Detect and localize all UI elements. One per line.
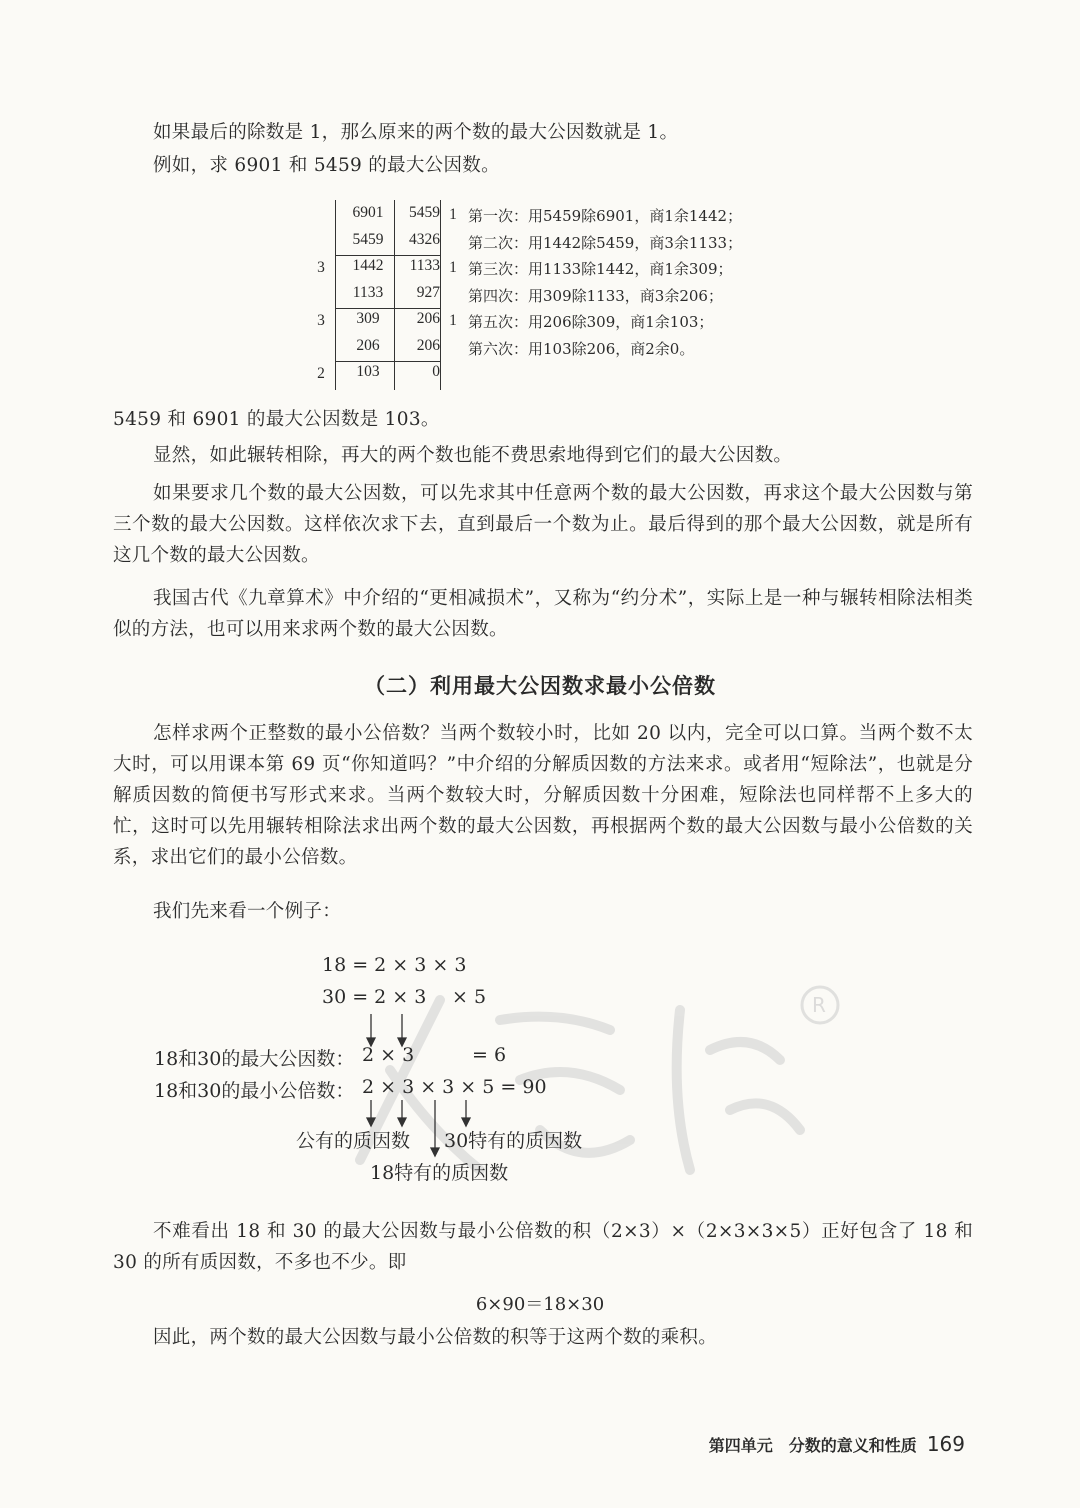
divisor-cell: 206 bbox=[416, 336, 440, 354]
gcd-expression: 2 × 3 bbox=[362, 1044, 415, 1066]
division-rule bbox=[335, 361, 440, 362]
quotient-right: 1 bbox=[449, 206, 457, 223]
paragraph-product-observation: 不难看出 18 和 30 的最大公因数与最小公倍数的积（2×3）×（2×3×3×5）正好包含了 18 和 30 的所有质因数，不多也不少。即 bbox=[113, 1221, 973, 1273]
division-rule bbox=[335, 255, 440, 256]
quotient-left: 2 bbox=[317, 365, 325, 382]
page-footer bbox=[709, 1432, 965, 1456]
table-vertical-rule bbox=[394, 200, 395, 390]
factor-line-30-extra: × 5 bbox=[452, 986, 487, 1008]
only-30-factors-label: 30特有的质因数 bbox=[444, 1130, 583, 1152]
paragraph-conclusion: 因此，两个数的最大公因数与最小公倍数的积等于这两个数的乘积。 bbox=[153, 1327, 718, 1348]
dividend-cell: 1442 bbox=[352, 257, 384, 274]
lcm-expression: 2 × 3 × 3 × 5 = 90 bbox=[362, 1076, 547, 1098]
divisor-cell: 927 bbox=[416, 283, 440, 301]
divisor-cell: 0 bbox=[432, 363, 440, 380]
dividend-cell: 6901 bbox=[352, 204, 384, 221]
divisor-cell: 4326 bbox=[409, 230, 440, 248]
paragraph-obviously: 显然，如此辗转相除，再大的两个数也能不费思索地得到它们的最大公因数。 bbox=[153, 445, 793, 466]
division-step: 第一次：用5459除6901，商1余1442； bbox=[468, 207, 743, 225]
division-step: 第五次：用206除309，商1余103； bbox=[468, 313, 714, 331]
division-step: 第三次：用1133除1442，商1余309； bbox=[468, 260, 733, 278]
division-step: 第四次：用309除1133，商3余206； bbox=[468, 286, 723, 305]
quotient-right: 1 bbox=[449, 259, 457, 276]
divisor-cell: 1133 bbox=[409, 257, 440, 274]
divisor-cell: 5459 bbox=[409, 204, 440, 221]
table-vertical-rule bbox=[440, 200, 441, 390]
dividend-cell: 309 bbox=[356, 310, 380, 327]
prime-factor-diagram bbox=[150, 950, 710, 1190]
paragraph-example-intro: 例如，求 6901 和 5459 的最大公因数。 bbox=[153, 155, 500, 176]
section-heading: （二）利用最大公因数求最小公倍数 bbox=[364, 674, 716, 698]
dividend-cell: 5459 bbox=[352, 230, 384, 248]
paragraph-example-lead: 我们先来看一个例子： bbox=[153, 901, 342, 922]
quotient-left: 3 bbox=[317, 259, 325, 276]
divisor-cell: 206 bbox=[416, 310, 440, 327]
page-number: 169 bbox=[926, 1432, 965, 1456]
table-vertical-rule bbox=[335, 200, 336, 390]
dividend-cell: 1133 bbox=[352, 283, 384, 301]
paragraph-gcd-one: 如果最后的除数是 1，那么原来的两个数的最大公因数就是 1。 bbox=[153, 122, 679, 143]
svg-text:R: R bbox=[812, 993, 826, 1017]
lcm-label: 18和30的最小公倍数： bbox=[154, 1080, 355, 1102]
dividend-cell: 103 bbox=[356, 363, 380, 380]
division-step: 第二次：用1442除5459，商3余1133； bbox=[468, 233, 743, 252]
quotient-right: 1 bbox=[449, 312, 457, 329]
division-step: 第六次：用103除206，商2余0。 bbox=[468, 339, 695, 358]
product-formula: 6×90＝18×30 bbox=[475, 1294, 605, 1315]
common-factors-label: 公有的质因数 bbox=[296, 1130, 411, 1152]
factor-line-18: 18 = 2 × 3 × 3 bbox=[322, 954, 467, 976]
quotient-left: 3 bbox=[317, 312, 325, 329]
paragraph-gcd-result: 5459 和 6901 的最大公因数是 103。 bbox=[113, 409, 440, 430]
paragraph-ancient-method: 我国古代《九章算术》中介绍的“更相减损术”，又称为“约分术”，实际上是一种与辗转相除法相类似的方法，也可以用来求两个数的最大公因数。 bbox=[113, 588, 973, 640]
gcd-label: 18和30的最大公因数： bbox=[154, 1048, 355, 1070]
paragraph-multiple-numbers: 如果要求几个数的最大公因数，可以先求其中任意两个数的最大公因数，再求这个最大公因数与第三个数的最大公因数。这样依次求下去，直到最后一个数为止。最后得到的那个最大公因数，就是所有这几个数的最大公因数。 bbox=[113, 483, 973, 566]
gcd-value: = 6 bbox=[472, 1044, 507, 1066]
factor-line-30: 30 = 2 × 3 bbox=[322, 986, 427, 1008]
paragraph-lcm-intro: 怎样求两个正整数的最小公倍数？当两个数较小时，比如 20 以内，完全可以口算。当两个数不太大时，可以用课本第 69 页“你知道吗？”中介绍的分解质因数的方法来求。或者用“短除法”，也就是分解质因数的简便书写形式来求。当两个数较大时，分解质因数十分困难，短除法也同样帮不上多大的忙，这时可以先用辗转相除法求出两个数的最大公因数，再根据两个数的最大公因数与最小公倍数的关系，求出它们的最小公倍数。 bbox=[113, 723, 973, 868]
only-18-factors-label: 18特有的质因数 bbox=[370, 1162, 509, 1184]
dividend-cell: 206 bbox=[356, 336, 380, 354]
chapter-title: 第四单元 分数的意义和性质 bbox=[708, 1436, 917, 1455]
division-rule bbox=[335, 308, 440, 309]
euclid-division-table bbox=[310, 200, 790, 390]
